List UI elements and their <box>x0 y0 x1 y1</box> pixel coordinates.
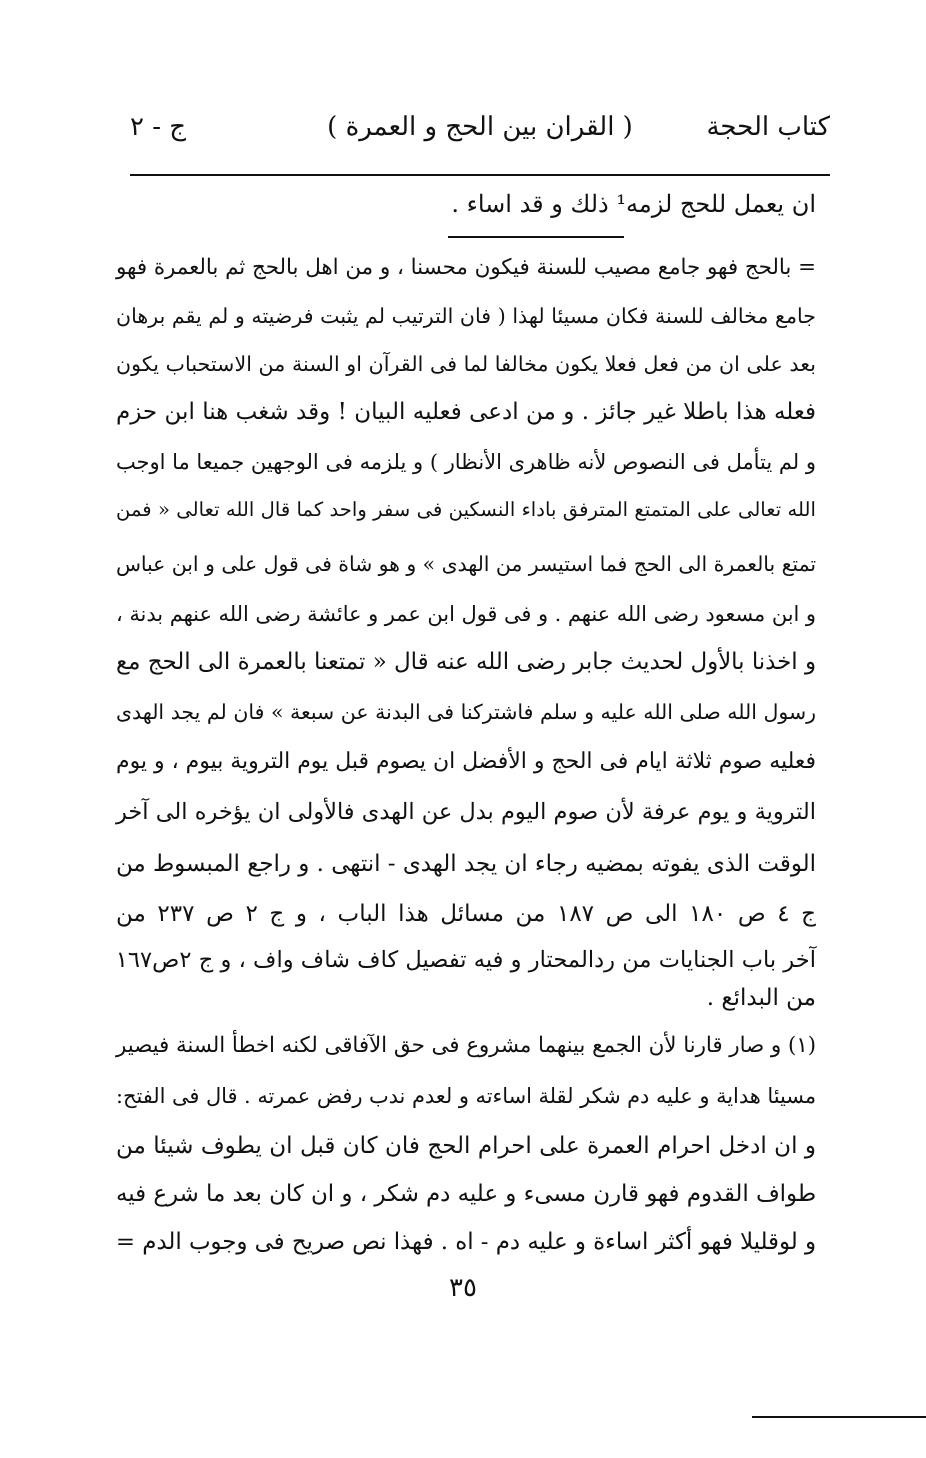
page-number: ٣٥ <box>449 1273 477 1303</box>
footnote-line: فعليه صوم ثلاثة ايام فى الحج و الأفضل ان يصوم قبل يوم التروية بيوم ، و يوم <box>116 749 816 774</box>
footnote-line: رسول الله صلى الله عليه و سلم فاشتركنا فى البدنة عن سبعة » فان لم يجد الهدى <box>116 700 816 724</box>
main-text-line: ان يعمل للحج لزمه¹ ذلك و قد اساء . <box>451 190 816 218</box>
volume-label: ج - ٢ <box>130 112 187 142</box>
footnote-line: بعد على ان من فعل فعلا يكون مخالفا لما فى القرآن او السنة من الاستحباب يكون <box>116 352 816 376</box>
footnote-line: و لم يتأمل فى النصوص لأنه ظاهرى الأنظار ) و يلزمه فى الوجهين جميعا ما اوجب <box>116 450 816 474</box>
footnote-line: تمتع بالعمرة الى الحج فما استيسر من الهدى » و هو شاة فى قول على و ابن عباس <box>116 552 816 576</box>
footnote-line: و ابن مسعود رضى الله عنهم . و فى قول ابن عمر و عائشة رضى الله عنهم بدنة ، <box>116 602 816 626</box>
note-line: و ان ادخل احرام العمرة على احرام الحج فان كان قبل ان يطوف شيئا من <box>116 1133 816 1159</box>
footnote-line: التروية و يوم عرفة لأن صوم اليوم بدل عن الهدى فالأولى ان يؤخره الى آخر <box>116 799 816 825</box>
footnote-line: فعله هذا باطلا غير جائز . و من ادعى فعليه البيان ! وقد شغب هنا ابن حزم <box>116 399 816 425</box>
book-title: كتاب الحجة <box>706 112 830 142</box>
footnote-line: و اخذنا بالأول لحديث جابر رضى الله عنه قال « تمتعنا بالعمرة الى الحج مع <box>116 649 816 675</box>
footnote-line: جامع مخالف للسنة فكان مسيئا لهذا ( فان الترتيب لم يثبت فرضيته و لم يقم برهان <box>116 304 816 328</box>
footnote-line: الوقت الذى يفوته بمضيه رجاء ان يجد الهدى - انتهى . و راجع المبسوط من <box>116 851 816 877</box>
footnote-line: ج ٤ ص ١٨٠ الى ص ١٨٧ من مسائل هذا الباب ، و ج ٢ ص ٢٣٧ من <box>116 901 817 927</box>
bottom-rule <box>752 1416 926 1418</box>
footnote-separator <box>448 236 624 238</box>
header-rule <box>130 174 830 176</box>
page-header <box>130 112 830 158</box>
note-line: (١) و صار قارنا لأن الجمع بينهما مشروع فى حق الآفاقى لكنه اخطأ السنة فيصير <box>116 1033 816 1058</box>
section-title: ( القران بين الحج و العمرة ) <box>327 112 633 142</box>
footnote-line: آخر باب الجنايات من ردالمحتار و فيه تفصيل كاف شاف واف ، و ج ٢ص١٦٧ <box>115 947 816 973</box>
footnote-line: الله تعالى على المتمتع المترفق باداء النسكين فى سفر واحد كما قال الله تعالى « فمن <box>116 498 816 521</box>
note-line: و لوقليلا فهو أكثر اساءة و عليه دم - اه . فهذا نص صريح فى وجوب الدم = <box>115 1229 816 1255</box>
note-line: مسيئا هداية و عليه دم شكر لقلة اساءته و لعدم ندب رفض عمرته . قال فى الفتح: <box>116 1084 816 1108</box>
note-line: طواف القدوم فهو قارن مسىء و عليه دم شكر ، و ان كان بعد ما شرع فيه <box>116 1181 816 1207</box>
footnote-line: من البدائع . <box>706 985 816 1011</box>
footnote-line: = بالحج فهو جامع مصيب للسنة فيكون محسنا ، و من اهل بالحج ثم بالعمرة فهو <box>116 255 816 280</box>
